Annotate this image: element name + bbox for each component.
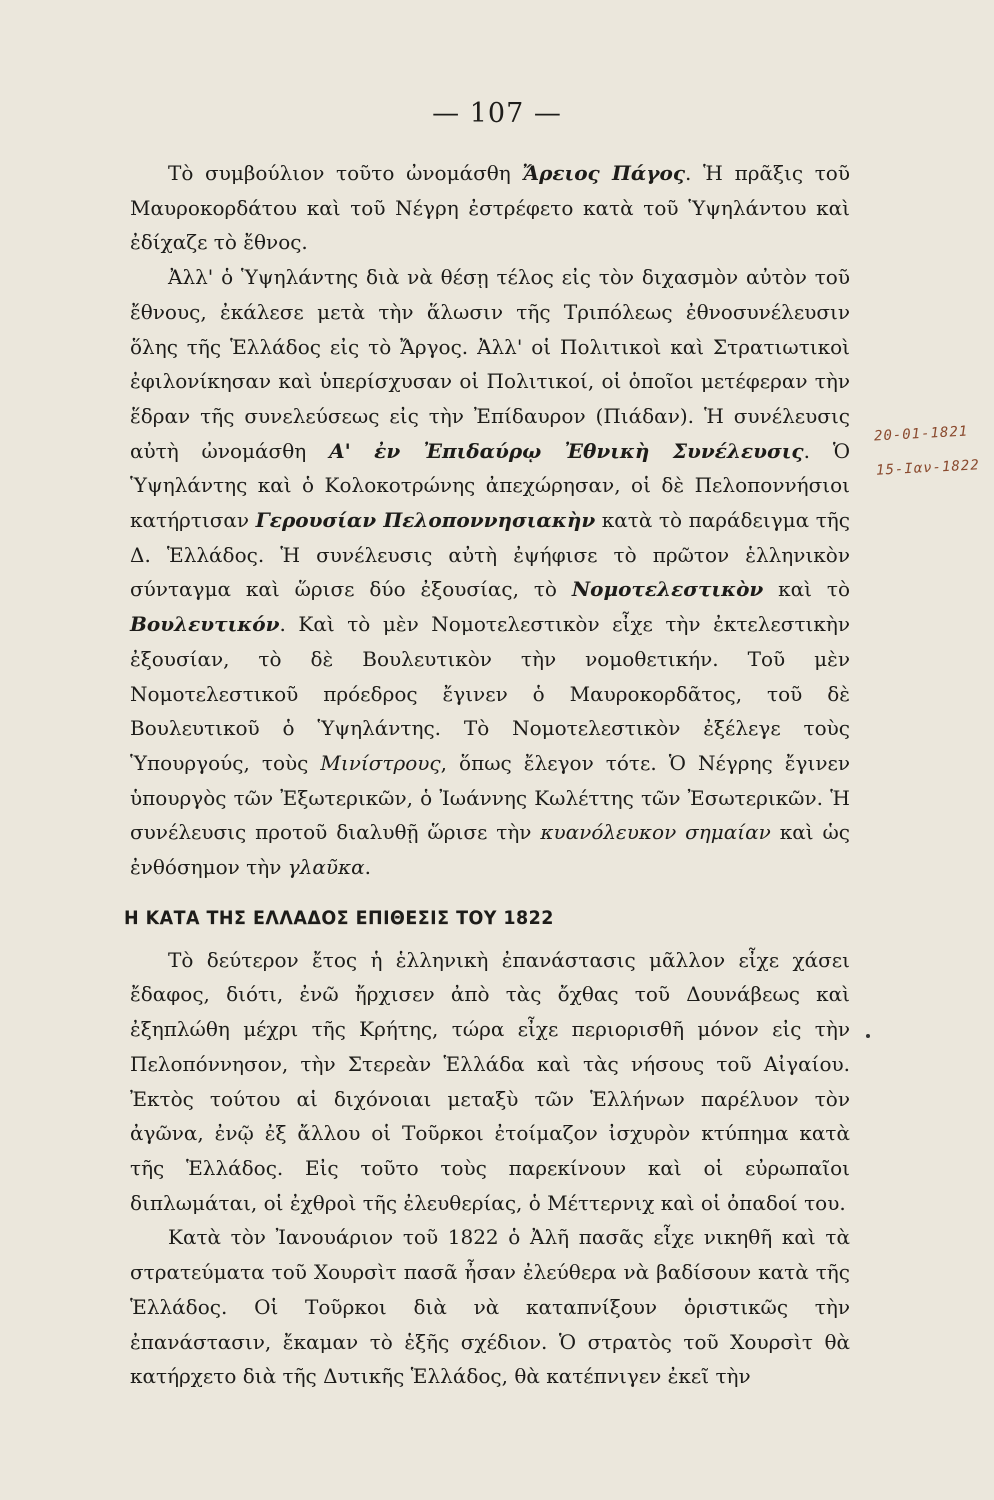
p2-term-flag: κυανόλευκον σημαίαν bbox=[540, 820, 771, 845]
p2-term-owl: γλαῦκα bbox=[287, 855, 365, 880]
p1-text-1: Τὸ συμβούλιον τοῦτο ὠνομάσθη bbox=[168, 161, 523, 185]
page-number: — 107 — bbox=[432, 98, 562, 129]
p2-term-gerousia: Γερουσίαν Πελοποννησιακὴν bbox=[255, 508, 596, 533]
p2-text-5: . Καὶ τὸ μὲν Νομοτελεστικὸν εἶχε τὴν ἐκτελεστικὴν ἐξουσίαν, τὸ δὲ Βουλευτικὸν τὴν νομοθετικήν. Τοῦ μὲν Νομοτελεστικοῦ πρόεδρος ἔγινεν ὁ Μαυροκορδᾶτος, τοῦ δὲ Βουλευτικοῦ ὁ Ὑψηλάντης. Τὸ Νομοτελεστικὸν ἐξέλεγε τοὺς Ὑπουργούς, τοὺς bbox=[130, 612, 850, 775]
section-heading: Η ΚΑΤΑ ΤΗΣ ΕΛΛΑΔΟΣ ΕΠΙΘΕΣΙΣ ΤΟΥ 1822 bbox=[124, 906, 554, 929]
p2-term-nomotelestikon: Νομοτελεστικὸν bbox=[571, 577, 764, 602]
p2-text-3: κατὰ τὸ παράδειγμα τῆς Δ. Ἑλλάδος. Ἡ συνέλευσις αὐτὴ ἐψήφισε τὸ πρῶτον ἑλληνικὸν σύνταγμα καὶ ὥρισε δύο ἐξουσίας, τὸ bbox=[130, 508, 850, 602]
p2-text-6: , ὅπως ἔλεγον τότε. Ὁ Νέγρης ἔγινεν ὑπουργὸς τῶν Ἐξωτερικῶν, ὁ Ἰωάννης Κωλέττης τῶν Ἐσωτερικῶν. Ἡ συνέλευσις προτοῦ διαλυθῇ ὥρισε τὴν bbox=[130, 750, 850, 845]
margin-note-1: 20-01-1821 bbox=[873, 423, 969, 445]
p1-text-2: . Ἡ πρᾶξις τοῦ Μαυροκορδάτου καὶ τοῦ Νέγρη ἐστρέφετο κατὰ τοῦ Ὑψηλάντου καὶ ἐδίχαζε τὸ ἔθνος. bbox=[130, 161, 850, 255]
p2-text-8: . bbox=[364, 855, 372, 880]
paragraph-4: Κατὰ τὸν Ἰανουάριον τοῦ 1822 ὁ Ἀλῆ πασᾶς εἶχε νικηθῆ καὶ τὰ στρατεύματα τοῦ Χουρσὶτ πασᾶ ἦσαν ἐλεύθερα νὰ βαδίσουν κατὰ τῆς Ἑλλάδος. Οἱ Τοῦρκοι διὰ νὰ καταπνίξουν ὁριστικῶς τὴν ἐπανάστασιν, ἔκαμαν τὸ ἑξῆς σχέδιον. Ὁ στρατὸς τοῦ Χουρσὶτ θὰ κατήρχετο διὰ τῆς Δυτικῆς Ἑλλάδος, θὰ κατέπνιγεν ἐκεῖ τὴν bbox=[130, 1225, 850, 1389]
paragraph-3: Τὸ δεύτερον ἔτος ἡ ἑλληνικὴ ἐπανάστασις μᾶλλον εἶχε χάσει ἔδαφος, διότι, ἐνῶ ἤρχισεν ἀπὸ τὰς ὄχθας τοῦ Δουνάβεως καὶ ἐξηπλώθη μέχρι τῆς Κρήτης, τώρα εἶχε περιορισθῆ μόνον εἰς τὴν Πελοπόννησον, τὴν Στερεὰν Ἑλλάδα καὶ τὰς νήσους τοῦ Αἰγαίου. Ἐκτὸς τούτου αἱ διχόνοιαι μεταξὺ τῶν Ἑλλήνων παρέλυον τὸν ἀγῶνα, ἐνῷ ἐξ ἄλλου οἱ Τοῦρκοι ἐτοίμαζον ἰσχυρὸν κτύπημα κατὰ τῆς Ἑλλάδος. Εἰς τοῦτο τοὺς παρεκίνουν καὶ οἱ εὐρωπαῖοι διπλωμάται, οἱ ἐχθροὶ τῆς ἐλευθερίας, ὁ Μέττερνιχ καὶ οἱ ὀπαδοί του. bbox=[130, 947, 850, 1215]
p2-term-ministrous: Μινίστρους bbox=[320, 750, 441, 775]
paragraph-1 bbox=[130, 156, 850, 260]
p2-text-1: Ἀλλ' ὁ Ὑψηλάντης διὰ νὰ θέσῃ τέλος εἰς τὸν διχασμὸν αὐτὸν τοῦ ἔθνους, ἐκάλεσε μετὰ τὴν ἅλωσιν τῆς Τριπόλεως ἐθνοσυνέλευσιν ὅλης τῆς Ἑλλάδος εἰς τὸ Ἄργος. Ἀλλ' οἱ Πολιτικοὶ καὶ Στρατιωτικοὶ ἐφιλονίκησαν καὶ ὑπερίσχυσαν οἱ Πολιτικοί, οἱ ὁποῖοι μετέφεραν τὴν ἕδραν τῆς συνελεύσεως εἰς τὴν Ἐπίδαυρον (Πιάδαν). Ἡ συνέλευσις αὐτὴ ὠνομάσθη bbox=[130, 265, 850, 463]
body-text bbox=[124, 156, 851, 1394]
p2-text-7: καὶ ὡς ἐνθόσημον τὴν bbox=[130, 820, 850, 880]
ink-dot bbox=[866, 1034, 870, 1038]
p2-term-vouleftikon: Βουλευτικόν bbox=[130, 612, 280, 637]
p2-term-assembly: Α' ἐν Ἐπιδαύρῳ Ἐθνικὴ Συνέλευσις bbox=[329, 438, 804, 463]
p2-text-2: . Ὁ Ὑψηλάντης καὶ ὁ Κολοκοτρώνης ἀπεχώρησαν, οἱ δὲ Πελοποννήσιοι κατήρτισαν bbox=[130, 438, 851, 533]
p1-term-areios-pagos: Ἄρειος Πάγος bbox=[522, 161, 686, 185]
margin-note-2: 15-Ιαν-1822 bbox=[875, 457, 981, 479]
p2-text-4: καὶ τὸ bbox=[763, 577, 850, 602]
paragraph-2 bbox=[130, 260, 850, 885]
